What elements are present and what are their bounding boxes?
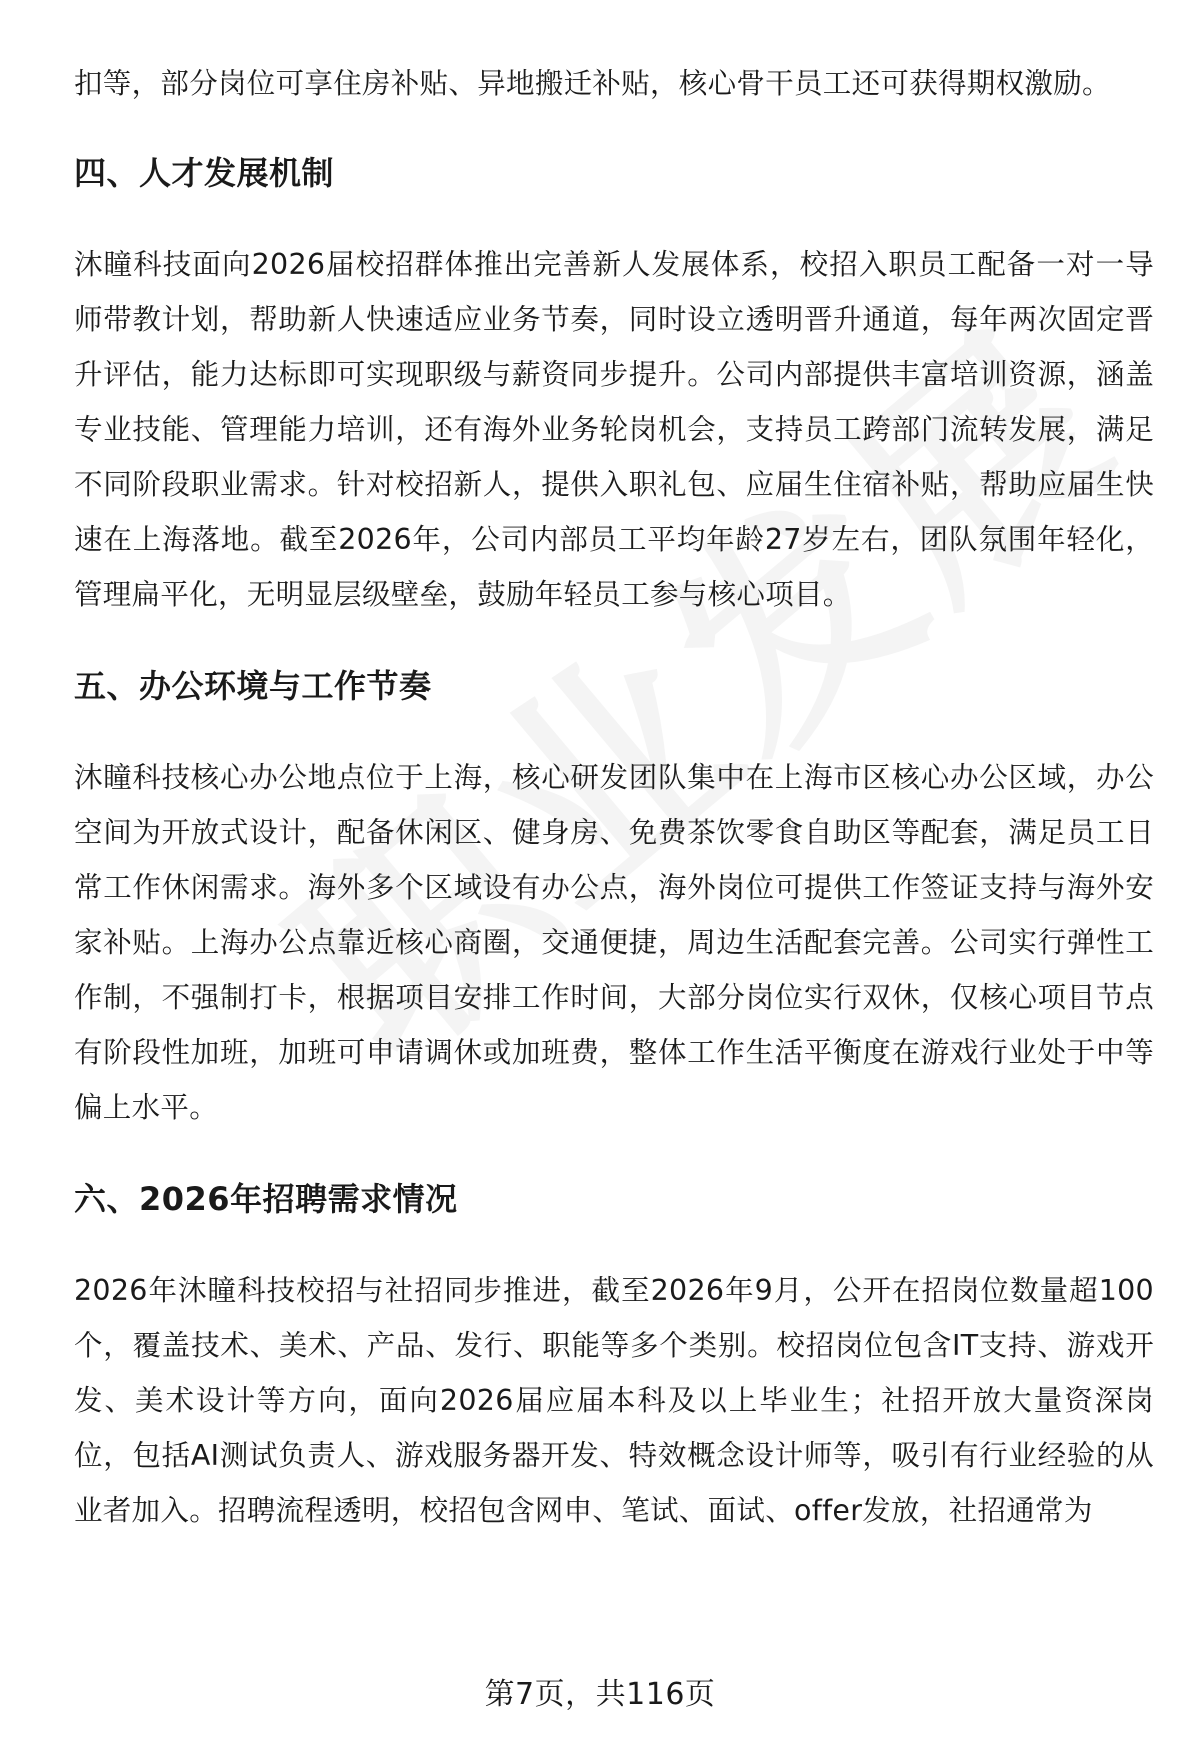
document-body	[74, 56, 1154, 1538]
paragraph-continued: 扣等，部分岗位可享住房补贴、异地搬迁补贴，核心骨干员工还可获得期权激励。	[74, 67, 1111, 100]
section-body-talent-development: 沐瞳科技面向2026届校招群体推出完善新人发展体系，校招入职员工配备一对一导师带教计划，帮助新人快速适应业务节奏，同时设立透明晋升通道，每年两次固定晋升评估，能力达标即可实现职级与薪资同步提升。公司内部提供丰富培训资源，涵盖专业技能、管理能力培训，还有海外业务轮岗机会，支持员工跨部门流转发展，满足不同阶段职业需求。针对校招新人，提供入职礼包、应届生住宿补贴，帮助应届生快速在上海落地。截至2026年，公司内部员工平均年龄27岁左右，团队氛围年轻化，管理扁平化，无明显层级壁垒，鼓励年轻员工参与核心项目。	[74, 248, 1154, 611]
section-heading-talent-development: 四、人才发展机制	[74, 154, 335, 192]
section-heading-office-environment: 五、办公环境与工作节奏	[74, 667, 432, 705]
section-body-recruitment-2026: 2026年沐瞳科技校招与社招同步推进，截至2026年9月，公开在招岗位数量超100个，覆盖技术、美术、产品、发行、职能等多个类别。校招岗位包含IT支持、游戏开发、美术设计等方向，面向2026届应届本科及以上毕业生；社招开放大量资深岗位，包括AI测试负责人、游戏服务器开发、特效概念设计师等，吸引有行业经验的从业者加入。招聘流程透明，校招包含网申、笔试、面试、offer发放，社招通常为	[74, 1274, 1154, 1527]
section-body-office-environment: 沐瞳科技核心办公地点位于上海，核心研发团队集中在上海市区核心办公区域，办公空间为开放式设计，配备休闲区、健身房、免费茶饮零食自助区等配套，满足员工日常工作休闲需求。海外多个区域设有办公点，海外岗位可提供工作签证支持与海外安家补贴。上海办公点靠近核心商圈，交通便捷，周边生活配套完善。公司实行弹性工作制，不强制打卡，根据项目安排工作时间，大部分岗位实行双休，仅核心项目节点有阶段性加班，加班可申请调休或加班费，整体工作生活平衡度在游戏行业处于中等偏上水平。	[74, 761, 1154, 1124]
section-heading-recruitment-2026: 六、2026年招聘需求情况	[74, 1180, 458, 1218]
page-number: 第7页，共116页	[484, 1677, 716, 1712]
